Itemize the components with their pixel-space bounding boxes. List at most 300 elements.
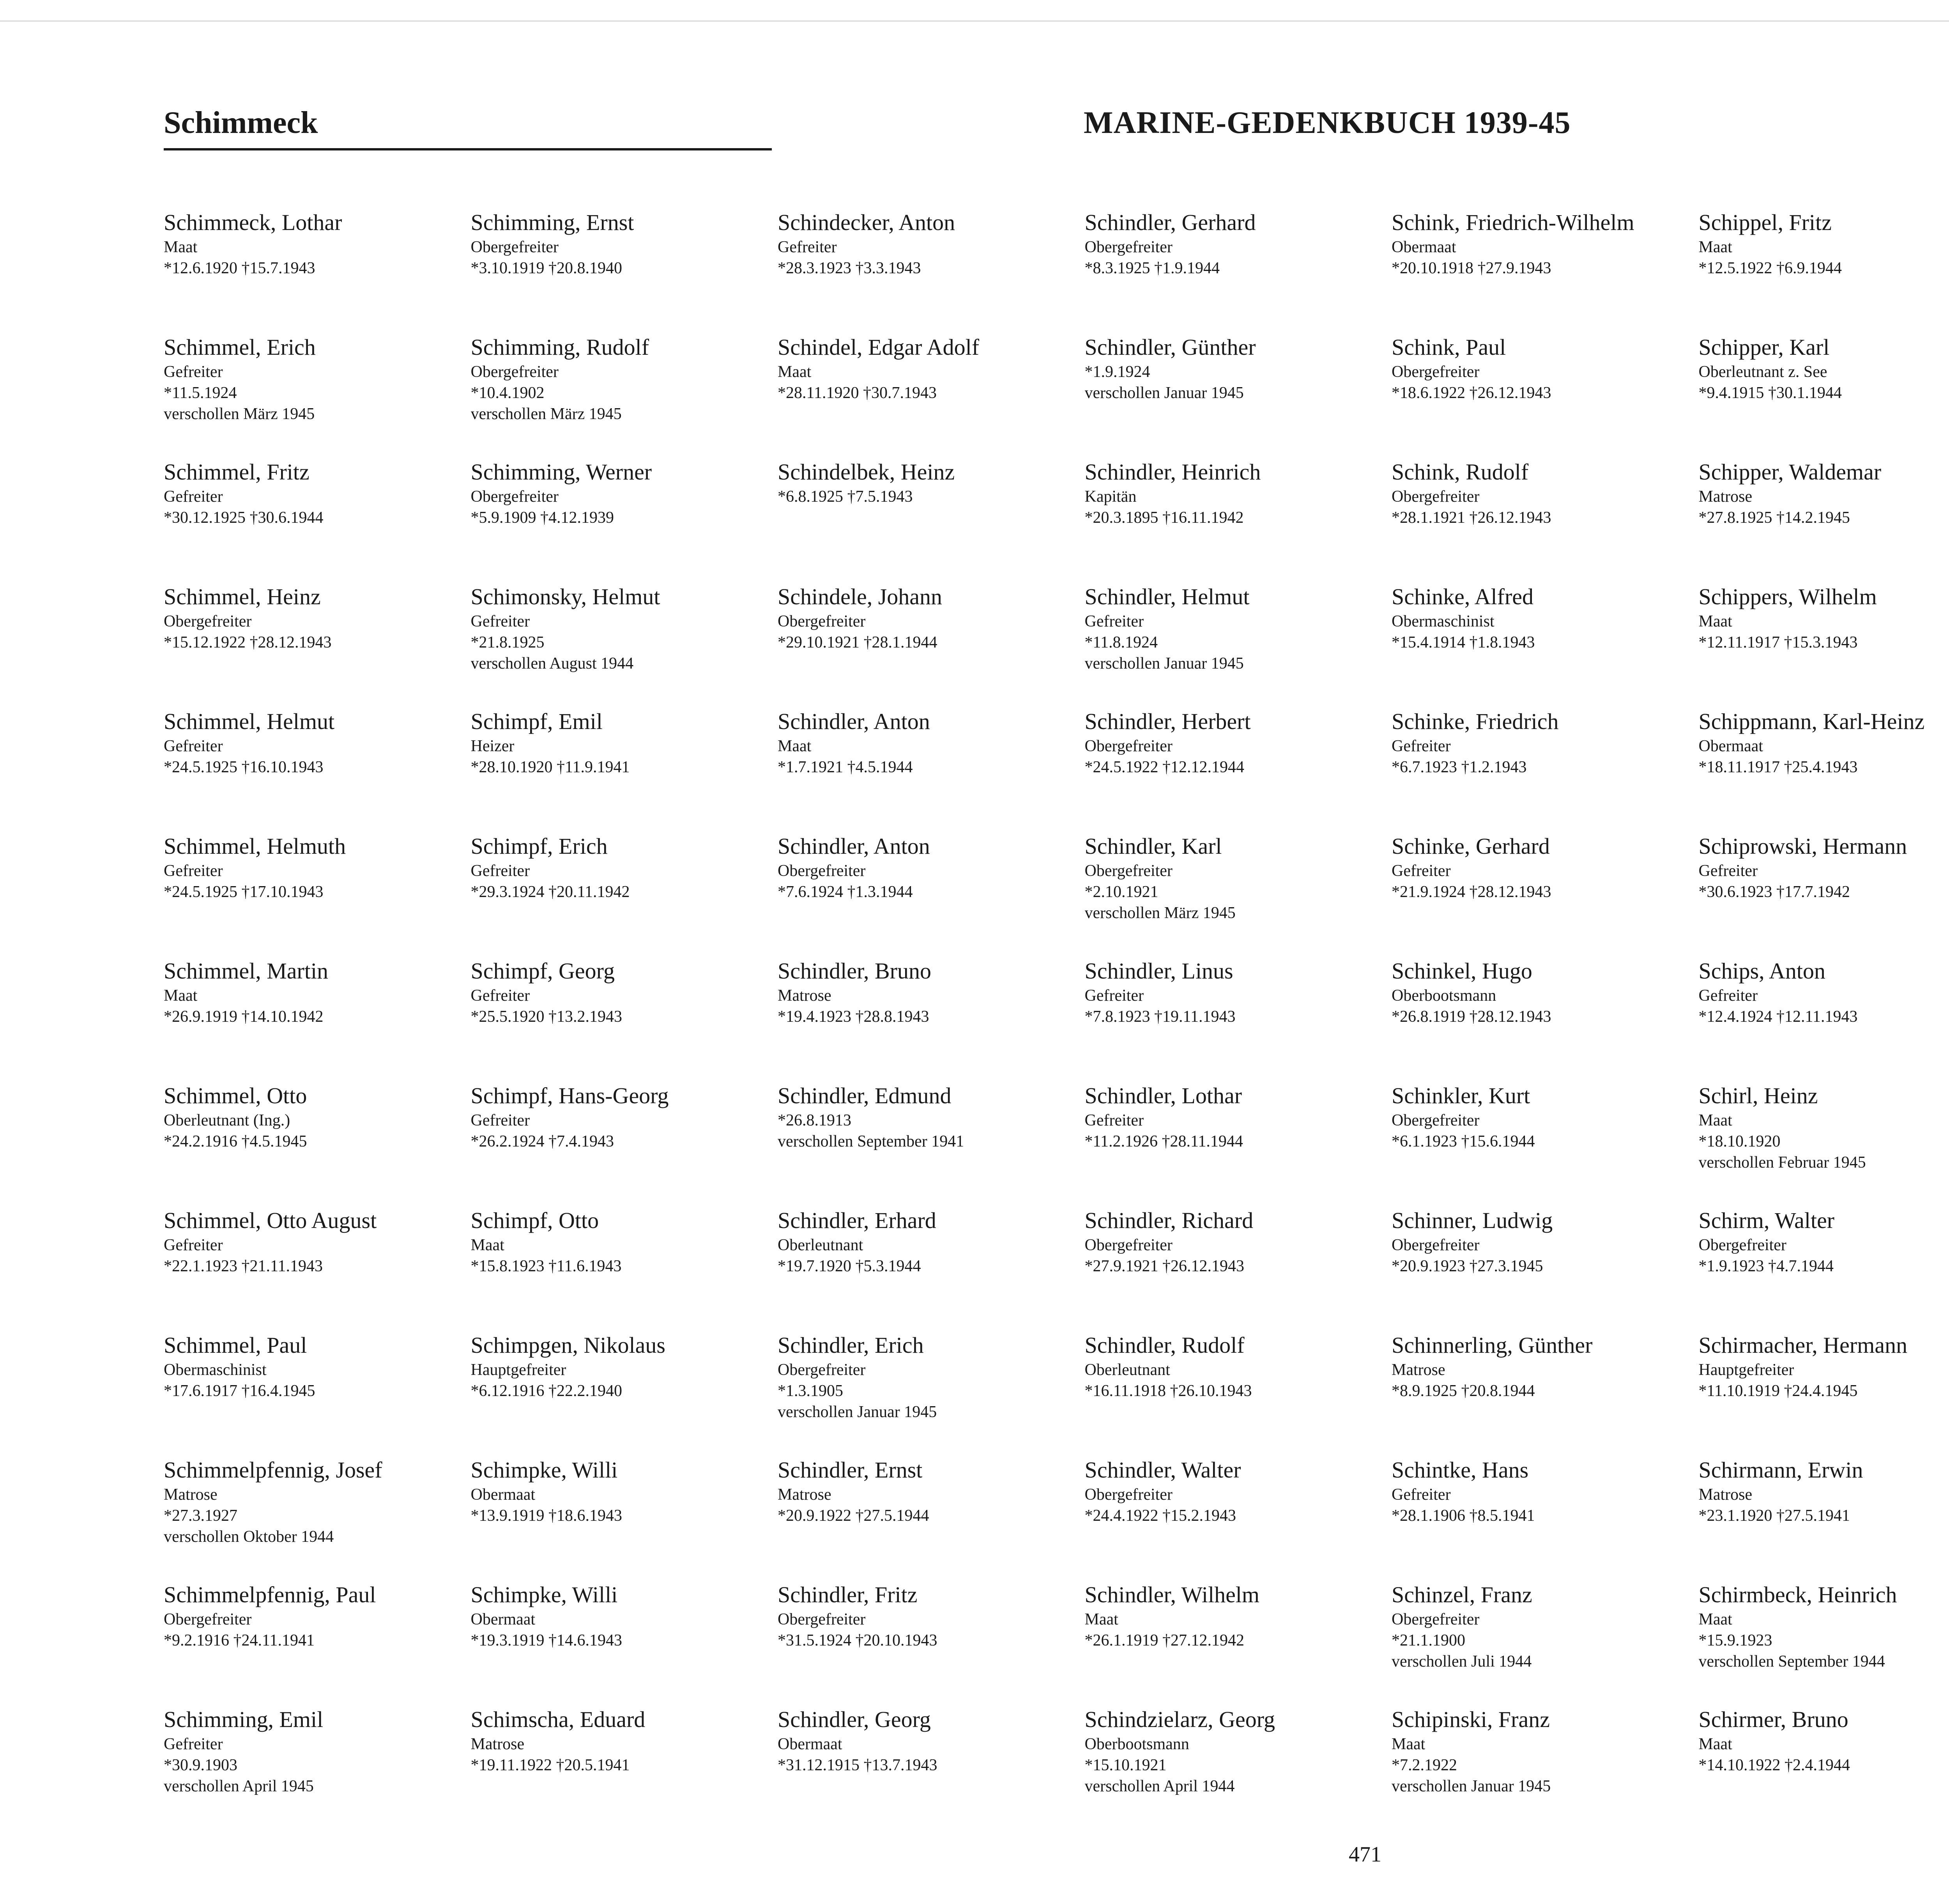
entry-dates: *28.3.1923 †3.3.1943	[778, 259, 921, 277]
entry-rank: Maat	[470, 1236, 504, 1254]
memorial-entry	[471, 832, 778, 957]
entry-rank: Gefreiter	[164, 1236, 223, 1254]
entry-rank: Maat	[778, 363, 812, 381]
entry-dates: *29.3.1924 †20.11.1942	[470, 883, 630, 901]
entry-rank: Obergefreiter	[1084, 1236, 1173, 1254]
entry-dates: *6.8.1925 †7.5.1943	[778, 488, 913, 506]
entry-dates: *7.6.1924 †1.3.1944	[778, 883, 913, 901]
entry-rank: Maat	[1698, 1735, 1732, 1753]
memorial-entry	[778, 1456, 1085, 1581]
memorial-entry	[778, 832, 1085, 957]
memorial-entry	[164, 1706, 471, 1830]
memorial-entry	[471, 209, 778, 333]
entry-name: Schimpgen, Nikolaus	[470, 1332, 665, 1358]
entry-name: Schimmeck, Lothar	[164, 210, 342, 235]
memorial-entry	[1392, 209, 1699, 333]
entry-rank: Oberleutnant	[1084, 1361, 1170, 1379]
entry-dates: *26.9.1919 †14.10.1942	[164, 1008, 324, 1026]
entry-dates: *9.2.1916 †24.11.1941	[164, 1631, 315, 1649]
memorial-entry	[1699, 583, 1949, 708]
entry-name: Schindler, Lothar	[1084, 1083, 1242, 1108]
entry-name: Schimpf, Otto	[470, 1208, 599, 1233]
entry-rank: Gefreiter	[164, 363, 223, 381]
entry-name: Schindler, Erich	[778, 1332, 924, 1358]
entry-name: Schimmel, Erich	[164, 334, 316, 360]
entry-name: Schimonsky, Helmut	[470, 584, 660, 609]
entry-rank: Oberbootsmann	[1392, 987, 1496, 1005]
entry-rank: Obergefreiter	[1392, 1236, 1480, 1254]
entry-dates: *10.4.1902	[470, 384, 545, 402]
memorial-entry	[471, 708, 778, 832]
entry-dates: *27.8.1925 †14.2.1945	[1698, 509, 1850, 527]
memorial-entry	[1699, 708, 1949, 832]
entry-name: Schirmbeck, Heinrich	[1698, 1582, 1897, 1607]
entry-name: Schindler, Helmut	[1084, 584, 1250, 609]
entry-rank: Matrose	[164, 1486, 218, 1504]
memorial-entry	[1699, 1581, 1949, 1706]
entry-dates: *23.1.1920 †27.5.1941	[1698, 1507, 1850, 1525]
memorial-entry	[471, 1207, 778, 1331]
entry-rank: Gefreiter	[1084, 987, 1144, 1005]
entry-rank: Oberleutnant	[778, 1236, 863, 1254]
entry-dates: *9.4.1915 †30.1.1944	[1698, 384, 1842, 402]
entry-dates: *1.3.1905	[778, 1382, 843, 1400]
memorial-entry	[1392, 1706, 1699, 1830]
memorial-entry	[1085, 209, 1392, 333]
entry-name: Schindler, Fritz	[778, 1582, 918, 1607]
entry-dates: *30.12.1925 †30.6.1944	[164, 509, 324, 527]
entry-rank: Obergefreiter	[164, 1610, 252, 1628]
memorial-entry	[1699, 832, 1949, 957]
entry-dates: *18.10.1920	[1698, 1132, 1781, 1150]
entry-rank: Obergefreiter	[1084, 737, 1173, 755]
entry-dates: *11.8.1924	[1084, 633, 1158, 651]
entry-dates: *12.4.1924 †12.11.1943	[1698, 1008, 1858, 1026]
entry-name: Schindler, Gerhard	[1084, 210, 1256, 235]
memorial-entry	[164, 1331, 471, 1456]
entry-dates: *28.1.1906 †8.5.1941	[1392, 1507, 1535, 1525]
entry-rank: Gefreiter	[1084, 1111, 1144, 1129]
memorial-entry	[1392, 1082, 1699, 1207]
entry-rank: Matrose	[1392, 1361, 1445, 1379]
entry-name: Schirl, Heinz	[1698, 1083, 1818, 1108]
memorial-entry	[164, 583, 471, 708]
entry-dates: *28.11.1920 †30.7.1943	[778, 384, 937, 402]
entry-dates: *26.8.1919 †28.12.1943	[1392, 1008, 1551, 1026]
memorial-entries-grid	[164, 209, 1949, 1799]
entry-dates: *19.3.1919 †14.6.1943	[470, 1631, 622, 1649]
memorial-entry	[164, 1207, 471, 1331]
entry-name: Schimpf, Georg	[470, 958, 615, 984]
entry-dates: *12.11.1917 †15.3.1943	[1698, 633, 1858, 651]
entry-name: Schindler, Anton	[778, 709, 930, 734]
entry-dates: *13.9.1919 †18.6.1943	[470, 1507, 622, 1525]
memorial-entry	[778, 957, 1085, 1082]
entry-dates: *15.10.1921	[1084, 1756, 1167, 1774]
memorial-entry	[1392, 832, 1699, 957]
memorial-entry	[1392, 957, 1699, 1082]
entry-dates: *24.2.1916 †4.5.1945	[164, 1132, 307, 1150]
memorial-entry	[1699, 1331, 1949, 1456]
entry-note: verschollen September 1941	[778, 1132, 964, 1150]
entry-rank: Maat	[1698, 612, 1732, 630]
memorial-entry	[1392, 1456, 1699, 1581]
entry-dates: *20.9.1922 †27.5.1944	[778, 1507, 929, 1525]
entry-dates: *2.10.1921	[1084, 883, 1158, 901]
memorial-entry	[164, 209, 471, 333]
entry-name: Schippers, Wilhelm	[1698, 584, 1877, 609]
entry-dates: *30.9.1903	[164, 1756, 237, 1774]
entry-rank: Matrose	[778, 987, 831, 1005]
entry-name: Schinkler, Kurt	[1392, 1083, 1530, 1108]
page-number: 471	[1349, 1842, 1381, 1867]
entry-name: Schindler, Georg	[778, 1707, 931, 1732]
entry-note: verschollen Juli 1944	[1392, 1653, 1532, 1670]
entry-name: Schindele, Johann	[778, 584, 943, 609]
entry-name: Schindler, Wilhelm	[1084, 1582, 1260, 1607]
entry-dates: *15.12.1922 †28.12.1943	[164, 633, 332, 651]
entry-name: Schindzielarz, Georg	[1084, 1707, 1275, 1732]
memorial-entry	[1392, 1207, 1699, 1331]
entry-rank: Obergefreiter	[1698, 1236, 1786, 1254]
entry-name: Schinkel, Hugo	[1392, 958, 1532, 984]
entry-rank: Obergefreiter	[1084, 238, 1173, 256]
memorial-entry	[1699, 209, 1949, 333]
memorial-entry	[778, 1082, 1085, 1207]
entry-rank: Maat	[164, 987, 198, 1005]
entry-rank: Gefreiter	[778, 238, 837, 256]
entry-dates: *15.9.1923	[1698, 1631, 1772, 1649]
memorial-entry	[164, 832, 471, 957]
entry-dates: *19.11.1922 †20.5.1941	[470, 1756, 630, 1774]
entry-name: Schindel, Edgar Adolf	[778, 334, 980, 360]
memorial-entry	[1085, 1207, 1392, 1331]
entry-name: Schimmelpfennig, Paul	[164, 1582, 376, 1607]
entry-rank: Kapitän	[1084, 488, 1137, 506]
entry-rank: Maat	[164, 238, 198, 256]
memorial-entry	[471, 1456, 778, 1581]
memorial-entry	[1699, 1706, 1949, 1830]
entry-rank: Maat	[1084, 1610, 1118, 1628]
entry-name: Schimpf, Emil	[470, 709, 603, 734]
entry-name: Schindelbek, Heinz	[778, 459, 955, 485]
memorial-entry	[778, 333, 1085, 458]
entry-name: Schimmel, Fritz	[164, 459, 310, 485]
entry-dates: *24.4.1922 †15.2.1943	[1084, 1507, 1236, 1525]
memorial-entry	[471, 957, 778, 1082]
entry-name: Schindler, Karl	[1084, 833, 1222, 859]
entry-name: Schink, Paul	[1392, 334, 1506, 360]
entry-name: Schindler, Richard	[1084, 1208, 1254, 1233]
entry-rank: Obergefreiter	[164, 612, 252, 630]
memorial-entry	[471, 583, 778, 708]
entry-rank: Heizer	[470, 737, 515, 755]
entry-dates: *1.9.1924	[1084, 363, 1150, 381]
entry-name: Schiprowski, Hermann	[1698, 833, 1907, 859]
entry-name: Schimmel, Heinz	[164, 584, 321, 609]
entry-note: verschollen Januar 1945	[778, 1403, 937, 1421]
entry-note: verschollen Januar 1945	[1392, 1777, 1551, 1795]
entry-rank: Oberleutnant (Ing.)	[164, 1111, 290, 1129]
memorial-entry	[778, 1331, 1085, 1456]
entry-rank: Gefreiter	[1084, 612, 1144, 630]
entry-note: verschollen Januar 1945	[1084, 384, 1244, 402]
memorial-entry	[1085, 458, 1392, 583]
entry-rank: Oberbootsmann	[1084, 1735, 1189, 1753]
entry-name: Schindler, Herbert	[1084, 709, 1251, 734]
entry-name: Schinzel, Franz	[1392, 1582, 1532, 1607]
entry-dates: *26.2.1924 †7.4.1943	[470, 1132, 614, 1150]
entry-dates: *8.9.1925 †20.8.1944	[1392, 1382, 1535, 1400]
memorial-entry	[164, 1082, 471, 1207]
entry-dates: *1.7.1921 †4.5.1944	[778, 758, 913, 776]
entry-name: Schimmel, Otto	[164, 1083, 307, 1108]
top-rule	[0, 20, 1949, 22]
entry-dates: *3.10.1919 †20.8.1940	[470, 259, 622, 277]
entry-dates: *30.6.1923 †17.7.1942	[1698, 883, 1850, 901]
memorial-entry	[778, 1706, 1085, 1830]
entry-dates: *19.7.1920 †5.3.1944	[778, 1257, 921, 1275]
entry-name: Schimpf, Hans-Georg	[470, 1083, 669, 1108]
entry-rank: Matrose	[778, 1486, 831, 1504]
entry-dates: *26.8.1913	[778, 1111, 851, 1129]
memorial-entry	[1085, 957, 1392, 1082]
entry-rank: Maat	[778, 737, 812, 755]
entry-name: Schinnerling, Günther	[1392, 1332, 1593, 1358]
memorial-entry	[164, 708, 471, 832]
memorial-entry	[1699, 957, 1949, 1082]
memorial-entry	[778, 583, 1085, 708]
entry-rank: Obergefreiter	[1392, 363, 1480, 381]
entry-dates: *11.2.1926 †28.11.1944	[1084, 1132, 1243, 1150]
memorial-entry	[471, 1331, 778, 1456]
entry-dates: *12.6.1920 †15.7.1943	[164, 259, 315, 277]
memorial-entry	[164, 333, 471, 458]
entry-name: Schindler, Ernst	[778, 1457, 923, 1483]
entry-rank: Oberleutnant z. See	[1698, 363, 1827, 381]
entry-name: Schimpke, Willi	[470, 1457, 618, 1483]
entry-name: Schindler, Bruno	[778, 958, 931, 984]
memorial-entry	[1085, 1331, 1392, 1456]
entry-rank: Obergefreiter	[1084, 1486, 1173, 1504]
entry-rank: Matrose	[1698, 488, 1753, 506]
entry-rank: Obergefreiter	[778, 1361, 866, 1379]
entry-rank: Obergefreiter	[470, 363, 559, 381]
entry-name: Schindler, Heinrich	[1084, 459, 1261, 485]
memorial-entry	[1085, 583, 1392, 708]
entry-name: Schindler, Rudolf	[1084, 1332, 1245, 1358]
memorial-entry	[1085, 832, 1392, 957]
entry-name: Schimming, Rudolf	[470, 334, 649, 360]
entry-dates: *28.1.1921 †26.12.1943	[1392, 509, 1551, 527]
entry-rank: Gefreiter	[1392, 737, 1451, 755]
entry-rank: Gefreiter	[164, 488, 223, 506]
entry-name: Schimmel, Martin	[164, 958, 329, 984]
entry-name: Schindler, Anton	[778, 833, 930, 859]
entry-rank: Gefreiter	[164, 1735, 223, 1753]
entry-dates: *26.1.1919 †27.12.1942	[1084, 1631, 1244, 1649]
memorial-entry	[164, 1456, 471, 1581]
entry-rank: Obermaschinist	[164, 1361, 267, 1379]
entry-rank: Obergefreiter	[470, 238, 559, 256]
entry-rank: Obergefreiter	[1392, 1610, 1480, 1628]
entry-dates: *5.9.1909 †4.12.1939	[470, 509, 614, 527]
entry-name: Schippmann, Karl-Heinz	[1698, 709, 1925, 734]
header-left-keyword: Schimmeck	[164, 106, 318, 140]
entry-dates: *15.8.1923 †11.6.1943	[470, 1257, 622, 1275]
entry-dates: *11.5.1924	[164, 384, 237, 402]
memorial-entry	[471, 1581, 778, 1706]
entry-rank: Matrose	[470, 1735, 525, 1753]
entry-name: Schink, Friedrich-Wilhelm	[1392, 210, 1634, 235]
memorial-entry	[1699, 1082, 1949, 1207]
entry-rank: Maat	[1698, 1610, 1732, 1628]
memorial-entry	[778, 1581, 1085, 1706]
entry-dates: *22.1.1923 †21.11.1943	[164, 1257, 323, 1275]
entry-name: Schintke, Hans	[1392, 1457, 1529, 1483]
memorial-entry	[1085, 333, 1392, 458]
entry-rank: Maat	[1698, 1111, 1732, 1129]
entry-rank: Maat	[1392, 1735, 1425, 1753]
entry-name: Schirmacher, Hermann	[1698, 1332, 1908, 1358]
entry-rank: Obergefreiter	[1392, 1111, 1480, 1129]
entry-name: Schindecker, Anton	[778, 210, 955, 235]
entry-dates: *24.5.1925 †16.10.1943	[164, 758, 324, 776]
entry-dates: *1.9.1923 †4.7.1944	[1698, 1257, 1834, 1275]
page-title: MARINE-GEDENKBUCH 1939-45	[1084, 106, 1571, 140]
memorial-entry	[164, 1581, 471, 1706]
entry-name: Schirmer, Bruno	[1698, 1707, 1848, 1732]
entry-dates: *27.3.1927	[164, 1507, 237, 1525]
entry-dates: *7.8.1923 †19.11.1943	[1084, 1008, 1236, 1026]
entry-dates: *17.6.1917 †16.4.1945	[164, 1382, 315, 1400]
entry-dates: *6.1.1923 †15.6.1944	[1392, 1132, 1535, 1150]
entry-dates: *6.12.1916 †22.2.1940	[470, 1382, 622, 1400]
entry-name: Schirm, Walter	[1698, 1208, 1835, 1233]
entry-name: Schindler, Edmund	[778, 1083, 952, 1108]
entry-dates: *19.4.1923 †28.8.1943	[778, 1008, 929, 1026]
memorial-entry	[1392, 708, 1699, 832]
entry-name: Schipper, Karl	[1698, 334, 1830, 360]
entry-rank: Gefreiter	[1698, 987, 1758, 1005]
entry-name: Schindler, Walter	[1084, 1457, 1241, 1483]
entry-note: verschollen Oktober 1944	[164, 1528, 334, 1546]
entry-rank: Obergefreiter	[778, 1610, 866, 1628]
memorial-entry	[164, 458, 471, 583]
entry-name: Schipinski, Franz	[1392, 1707, 1550, 1732]
entry-name: Schimscha, Eduard	[470, 1707, 646, 1732]
entry-rank: Hauptgefreiter	[1698, 1361, 1794, 1379]
memorial-entry	[471, 333, 778, 458]
entry-rank: Obermaat	[1698, 737, 1763, 755]
entry-name: Schimmel, Paul	[164, 1332, 307, 1358]
entry-name: Schimpke, Willi	[470, 1582, 618, 1607]
entry-rank: Gefreiter	[164, 737, 223, 755]
entry-rank: Gefreiter	[470, 1111, 530, 1129]
entry-rank: Gefreiter	[1392, 862, 1451, 880]
entry-name: Schips, Anton	[1698, 958, 1825, 984]
entry-name: Schindler, Linus	[1084, 958, 1233, 984]
entry-name: Schipper, Waldemar	[1698, 459, 1882, 485]
entry-dates: *18.11.1917 †25.4.1943	[1698, 758, 1858, 776]
entry-dates: *24.5.1922 †12.12.1944	[1084, 758, 1244, 776]
memorial-entry	[1392, 583, 1699, 708]
memorial-entry	[1085, 1706, 1392, 1830]
entry-note: verschollen März 1945	[470, 405, 622, 423]
entry-dates: *31.5.1924 †20.10.1943	[778, 1631, 937, 1649]
entry-note: verschollen Februar 1945	[1698, 1154, 1866, 1171]
entry-dates: *24.5.1925 †17.10.1943	[164, 883, 324, 901]
memorial-entry	[471, 1706, 778, 1830]
entry-dates: *21.8.1925	[470, 633, 545, 651]
entry-dates: *8.3.1925 †1.9.1944	[1084, 259, 1220, 277]
entry-name: Schindler, Günther	[1084, 334, 1256, 360]
entry-name: Schimming, Werner	[470, 459, 652, 485]
entry-dates: *18.6.1922 †26.12.1943	[1392, 384, 1551, 402]
entry-note: verschollen März 1945	[164, 405, 315, 423]
entry-dates: *25.5.1920 †13.2.1943	[470, 1008, 622, 1026]
memorial-entry	[1085, 1581, 1392, 1706]
memorial-entry	[1699, 458, 1949, 583]
entry-name: Schink, Rudolf	[1392, 459, 1529, 485]
memorial-entry	[1699, 1456, 1949, 1581]
entry-rank: Obermaat	[470, 1610, 536, 1628]
entry-rank: Gefreiter	[470, 987, 530, 1005]
entry-dates: *7.2.1922	[1392, 1756, 1457, 1774]
entry-dates: *16.11.1918 †26.10.1943	[1084, 1382, 1252, 1400]
entry-rank: Obermaat	[1392, 238, 1456, 256]
entry-dates: *11.10.1919 †24.4.1945	[1698, 1382, 1858, 1400]
entry-name: Schimmel, Otto August	[164, 1208, 377, 1233]
entry-name: Schimmel, Helmuth	[164, 833, 346, 859]
entry-name: Schimming, Ernst	[470, 210, 634, 235]
entry-name: Schippel, Fritz	[1698, 210, 1832, 235]
entry-rank: Obergefreiter	[778, 862, 866, 880]
entry-note: verschollen März 1945	[1084, 904, 1236, 922]
memorial-entry	[471, 1082, 778, 1207]
entry-name: Schimmel, Helmut	[164, 709, 335, 734]
entry-dates: *14.10.1922 †2.4.1944	[1698, 1756, 1850, 1774]
entry-rank: Gefreiter	[1392, 1486, 1451, 1504]
entry-rank: Obergefreiter	[1392, 488, 1480, 506]
entry-rank: Obergefreiter	[1084, 862, 1173, 880]
memorial-entry	[164, 957, 471, 1082]
header-left-rule	[164, 148, 772, 150]
entry-name: Schinner, Ludwig	[1392, 1208, 1553, 1233]
entry-note: verschollen April 1944	[1084, 1777, 1235, 1795]
entry-name: Schirmann, Erwin	[1698, 1457, 1863, 1483]
entry-rank: Obergefreiter	[778, 612, 866, 630]
entry-dates: *21.1.1900	[1392, 1631, 1465, 1649]
entry-rank: Matrose	[1698, 1486, 1753, 1504]
memorial-entry	[778, 1207, 1085, 1331]
entry-rank: Maat	[1698, 238, 1732, 256]
entry-rank: Obermaat	[470, 1486, 536, 1504]
entry-rank: Obermaat	[778, 1735, 842, 1753]
memorial-entry	[1699, 333, 1949, 458]
entry-dates: *29.10.1921 †28.1.1944	[778, 633, 937, 651]
entry-rank: Gefreiter	[1698, 862, 1758, 880]
entry-rank: Hauptgefreiter	[470, 1361, 566, 1379]
entry-rank: Gefreiter	[470, 612, 530, 630]
entry-name: Schinke, Friedrich	[1392, 709, 1559, 734]
memorial-entry	[1085, 1082, 1392, 1207]
entry-dates: *20.9.1923 †27.3.1945	[1392, 1257, 1543, 1275]
memorial-entry	[1392, 1331, 1699, 1456]
memorial-entry	[1085, 708, 1392, 832]
entry-note: verschollen April 1945	[164, 1777, 314, 1795]
entry-dates: *20.3.1895 †16.11.1942	[1084, 509, 1244, 527]
